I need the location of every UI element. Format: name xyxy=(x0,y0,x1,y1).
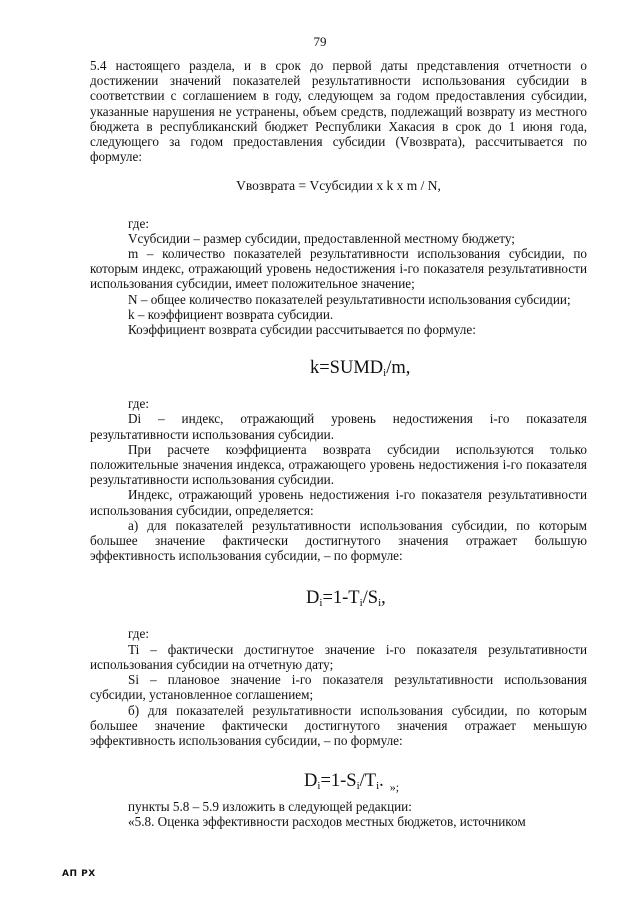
where-label: где: xyxy=(128,626,149,642)
definition-m: m – количество показателей результативности использования субсидии, по которым индекс, отражающий уровень недостижения i-го показателя результативности использования субсидии, имеет положительное значение; xyxy=(90,246,587,292)
definition-s: Si – плановое значение i-го показателя результативности использования субсидии, установленное соглашением; xyxy=(90,672,587,703)
items-intro: пункты 5.8 – 5.9 изложить в следующей редакции: xyxy=(128,799,412,815)
paragraph-refund-volume: 5.4 настоящего раздела, и в срок до первой даты представления отчетности о достижении значений показателей результативности использования субсидии в соответствии с соглашением в году, следующем за годом предоставления субсидии, указанные нарушения не устранены, объем средств, подлежащий возврату из местного бюджета в республиканский бюджет Республики Хакасия в срок до 1 июня года, следующего за годом предоставления субсидии (Vвозврата), рассчитывается по формуле: xyxy=(90,58,587,165)
k-formula-intro: Коэффициент возврата субсидии рассчитывается по формуле: xyxy=(128,322,476,338)
formula-d-case-a: $D_i=1-T_i/S_i$, xyxy=(306,588,386,610)
definition-d: Di – индекс, отражающий уровень недостижения i-го показателя результативности использования субсидии. xyxy=(90,411,587,442)
closing-quote: »; xyxy=(389,780,400,795)
definition-k: k – коэффициент возврата субсидии. xyxy=(128,306,334,322)
definition-t: Ti – фактически достигнутое значение i-го показателя результативности использования субсидии на отчетную дату; xyxy=(90,641,587,672)
footer-mark: АП РХ xyxy=(62,869,96,879)
index-definition: Индекс, отражающий уровень недостижения i-го показателя результативности использования субсидии, определяется: xyxy=(90,487,587,518)
item-5-8: «5.8. Оценка эффективности расходов местных бюджетов, источником xyxy=(128,814,526,830)
definition-v-subsidy: Vсубсидии – размер субсидии, предоставленной местному бюджету; xyxy=(128,230,515,246)
formula-d-case-b: $D_i=1-S_i/T_i$. $_{»;}$ xyxy=(304,771,400,795)
formula-refund-volume: Vвозврата = Vсубсидии x k x m / N, xyxy=(236,178,441,194)
case-b: б) для показателей результативности использования субсидии, по которым большее значение фактически достигнутого значения отражает меньшую эффективность использования субсидии, – по формуле: xyxy=(90,702,587,748)
definition-n: N – общее количество показателей результативности использования субсидии; xyxy=(128,291,571,307)
case-a: а) для показателей результативности использования субсидии, по которым большее значение фактически достигнутого значения отражает большую эффективность использования субсидии, – по формуле: xyxy=(90,517,587,564)
formula-k: $k=SUMD_i/m$, xyxy=(310,358,411,380)
positive-values-note: При расчете коэффициента возврата субсидии используются только положительные значения индекса, отражающего уровень недостижения i-го показателя результативности использования субсидии. xyxy=(90,441,587,488)
where-label: где: xyxy=(128,396,149,412)
page-number: 79 xyxy=(313,34,327,49)
document-body xyxy=(90,58,587,830)
where-label: где: xyxy=(128,215,149,231)
